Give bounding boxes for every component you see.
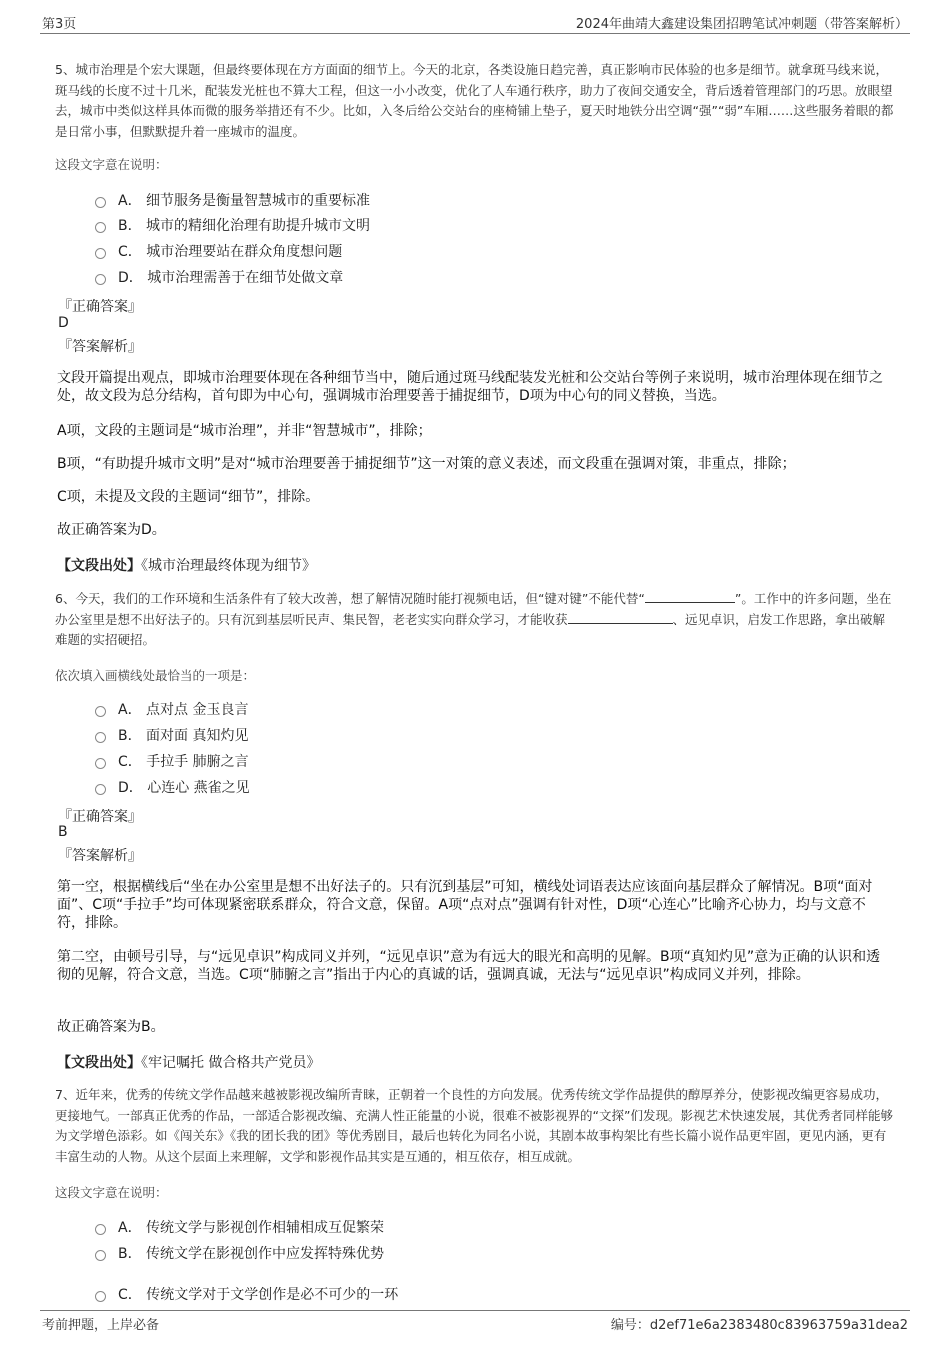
analysis-paragraph: 故正确答案为B。 — [57, 1019, 165, 1035]
option-label: C． 城市治理要站在群众角度想问题 — [118, 244, 343, 260]
analysis-paragraph: 文段开篇提出观点，即城市治理要体现在各种细节当中，随后通过斑马线配装发光桩和公交站台等例子来说明，城市治理体现在细节之处，故文段为总分结构，首句即为中心句，强调城市治理要善于捕捉细节，D项为中心句的同义替换，当选。 — [57, 370, 883, 404]
analysis-paragraph: C项，未提及文段的主题词“细节”，排除。 — [57, 489, 320, 505]
option-label: D． 心连心 燕雀之见 — [118, 780, 250, 796]
analysis-label: 『答案解析』 — [58, 848, 142, 864]
option-a[interactable] — [95, 1217, 384, 1237]
analysis-paragraph: B项，“有助提升城市文明”是对“城市治理要善于捕捉细节”这一对策的意义表述，而文段重在强调对策，非重点，排除； — [57, 456, 796, 472]
source-title: 《城市治理最终体现为细节》 — [141, 558, 316, 574]
source-title: 《牢记嘱托 做合格共产党员》 — [141, 1055, 321, 1071]
radio-icon[interactable] — [95, 1250, 106, 1261]
blank-2 — [568, 611, 673, 624]
radio-icon[interactable] — [95, 758, 106, 769]
analysis-paragraph: 第一空，根据横线后“坐在办公室里是想不出好法子的。只有沉到基层”可知，横线处词语表达应该面向基层群众了解情况。B项“面对面”、C项“手拉手”均可体现紧密联系群众，符合文意，保留。A项“点对点”强调有针对性，D项“心连心”比喻齐心协力，均与文意不符，排除。 — [57, 879, 873, 931]
option-c[interactable] — [95, 751, 249, 771]
question-5-text: 5、城市治理是个宏大课题，但最终要体现在方方面面的细节上。今天的北京，各类设施日趋完善，真正影响市民体验的也多是细节。就拿斑马线来说，斑马线的长度不过十几米，配装发光桩也不算大工程，但这一小小改变，优化了人车通行秩序，助力了夜间交通安全，背后透着管理部门的巧思。放眼望去，城市中类似这样具体而微的服务举措还有不少。比如，入冬后给公交站台的座椅铺上垫子，夏天时地铁分出空调“强”“弱”车厢……这些服务着眼的都是日常小事，但默默提升着一座城市的温度。 — [55, 62, 894, 139]
question-6-prompt: 依次填入画横线处最恰当的一项是： — [55, 668, 256, 683]
option-a[interactable] — [95, 190, 370, 210]
text: ”。工作中的许多问题，坐在办公室里是想不出好法子的。只有沉到基层听民声、集民智，老老实实向群众学习，才能收获 — [55, 591, 892, 627]
radio-icon[interactable] — [95, 706, 106, 717]
text: 、远见卓识，启发工作思路，拿出破解难题的实招硬招。 — [55, 611, 886, 647]
option-label: D． 城市治理需善于在细节处做文章 — [118, 270, 344, 286]
radio-icon[interactable] — [95, 197, 106, 208]
answer-label: 『正确答案』 — [58, 809, 142, 825]
radio-icon[interactable] — [95, 222, 106, 233]
option-label: B． 面对面 真知灼见 — [118, 728, 249, 744]
footer-slogan: 考前押题，上岸必备 — [42, 1318, 160, 1333]
answer-value: B — [58, 824, 68, 840]
text: 6、今天，我们的工作环境和生活条件有了较大改善，想了解情况随时能打视频电话，但“键对键”不能代替“ — [55, 591, 645, 606]
source-label: 【文段出处】 — [57, 558, 141, 574]
blank-1 — [645, 590, 735, 603]
question-6-text — [55, 589, 895, 651]
page-number: 第3页 — [42, 17, 77, 32]
analysis-label: 『答案解析』 — [58, 339, 142, 355]
analysis-paragraph: A项，文段的主题词是“城市治理”，并非“智慧城市”，排除； — [57, 423, 432, 439]
question-7-prompt: 这段文字意在说明： — [55, 1185, 168, 1200]
analysis-paragraph: 故正确答案为D。 — [57, 522, 166, 538]
source-label: 【文段出处】 — [57, 1055, 141, 1071]
radio-icon[interactable] — [95, 784, 106, 795]
footer-divider — [40, 1310, 910, 1311]
option-d[interactable] — [95, 777, 250, 797]
option-c[interactable] — [95, 1284, 398, 1304]
option-b[interactable] — [95, 725, 249, 745]
answer-value: D — [58, 315, 69, 331]
radio-icon[interactable] — [95, 248, 106, 259]
option-label: B． 城市的精细化治理有助提升城市文明 — [118, 218, 371, 234]
option-c[interactable] — [95, 241, 342, 261]
analysis-paragraph: 第二空，由顿号引导，与“远见卓识”构成同义并列，“远见卓识”意为有远大的眼光和高明的见解。B项“真知灼见”意为正确的认识和透彻的见解，符合文意，当选。C项“肺腑之言”指出于内心的真诚的话，强调真诚，无法与“远见卓识”构成同义并列，排除。 — [57, 949, 881, 983]
option-label: A． 传统文学与影视创作相辅相成互促繁荣 — [118, 1220, 385, 1236]
radio-icon[interactable] — [95, 1291, 106, 1302]
option-b[interactable] — [95, 215, 370, 235]
radio-icon[interactable] — [95, 732, 106, 743]
option-label: A． 点对点 金玉良言 — [118, 702, 249, 718]
option-d[interactable] — [95, 267, 343, 287]
option-label: B． 传统文学在影视创作中应发挥特殊优势 — [118, 1246, 385, 1262]
question-5-prompt: 这段文字意在说明： — [55, 157, 168, 172]
option-b[interactable] — [95, 1243, 384, 1263]
option-label: A． 细节服务是衡量智慧城市的重要标准 — [118, 193, 371, 209]
header-divider — [40, 33, 910, 34]
document-id: 编号：d2ef71e6a2383480c83963759a31dea2 — [610, 1318, 908, 1333]
option-a[interactable] — [95, 699, 248, 719]
source-line — [57, 1052, 320, 1072]
option-label: C． 手拉手 肺腑之言 — [118, 754, 249, 770]
question-7-text: 7、近年来，优秀的传统文学作品越来越被影视改编所青睐，正朝着一个良性的方向发展。优秀传统文学作品提供的醇厚养分，使影视改编更容易成功，更接地气。一部真正优秀的作品，一部适合影视改编、充满人性正能量的小说，很难不被影视界的“文探”们发现。影视艺术快速发展，其优秀者同样能够为文学增色添彩。如《闯关东》《我的团长我的团》等优秀剧目，最后也转化为同名小说，其剧本故事构架比有些长篇小说作品更牢固，更见内涵，更有丰富生动的人物。从这个层面上来理解，文学和影视作品其实是互通的，相互依存，相互成就。 — [55, 1087, 893, 1164]
radio-icon[interactable] — [95, 274, 106, 285]
answer-label: 『正确答案』 — [58, 299, 142, 315]
option-label: C． 传统文学对于文学创作是必不可少的一环 — [118, 1287, 399, 1303]
radio-icon[interactable] — [95, 1224, 106, 1235]
document-title: 2024年曲靖大鑫建设集团招聘笔试冲刺题（带答案解析） — [575, 17, 908, 32]
source-line — [57, 555, 316, 575]
